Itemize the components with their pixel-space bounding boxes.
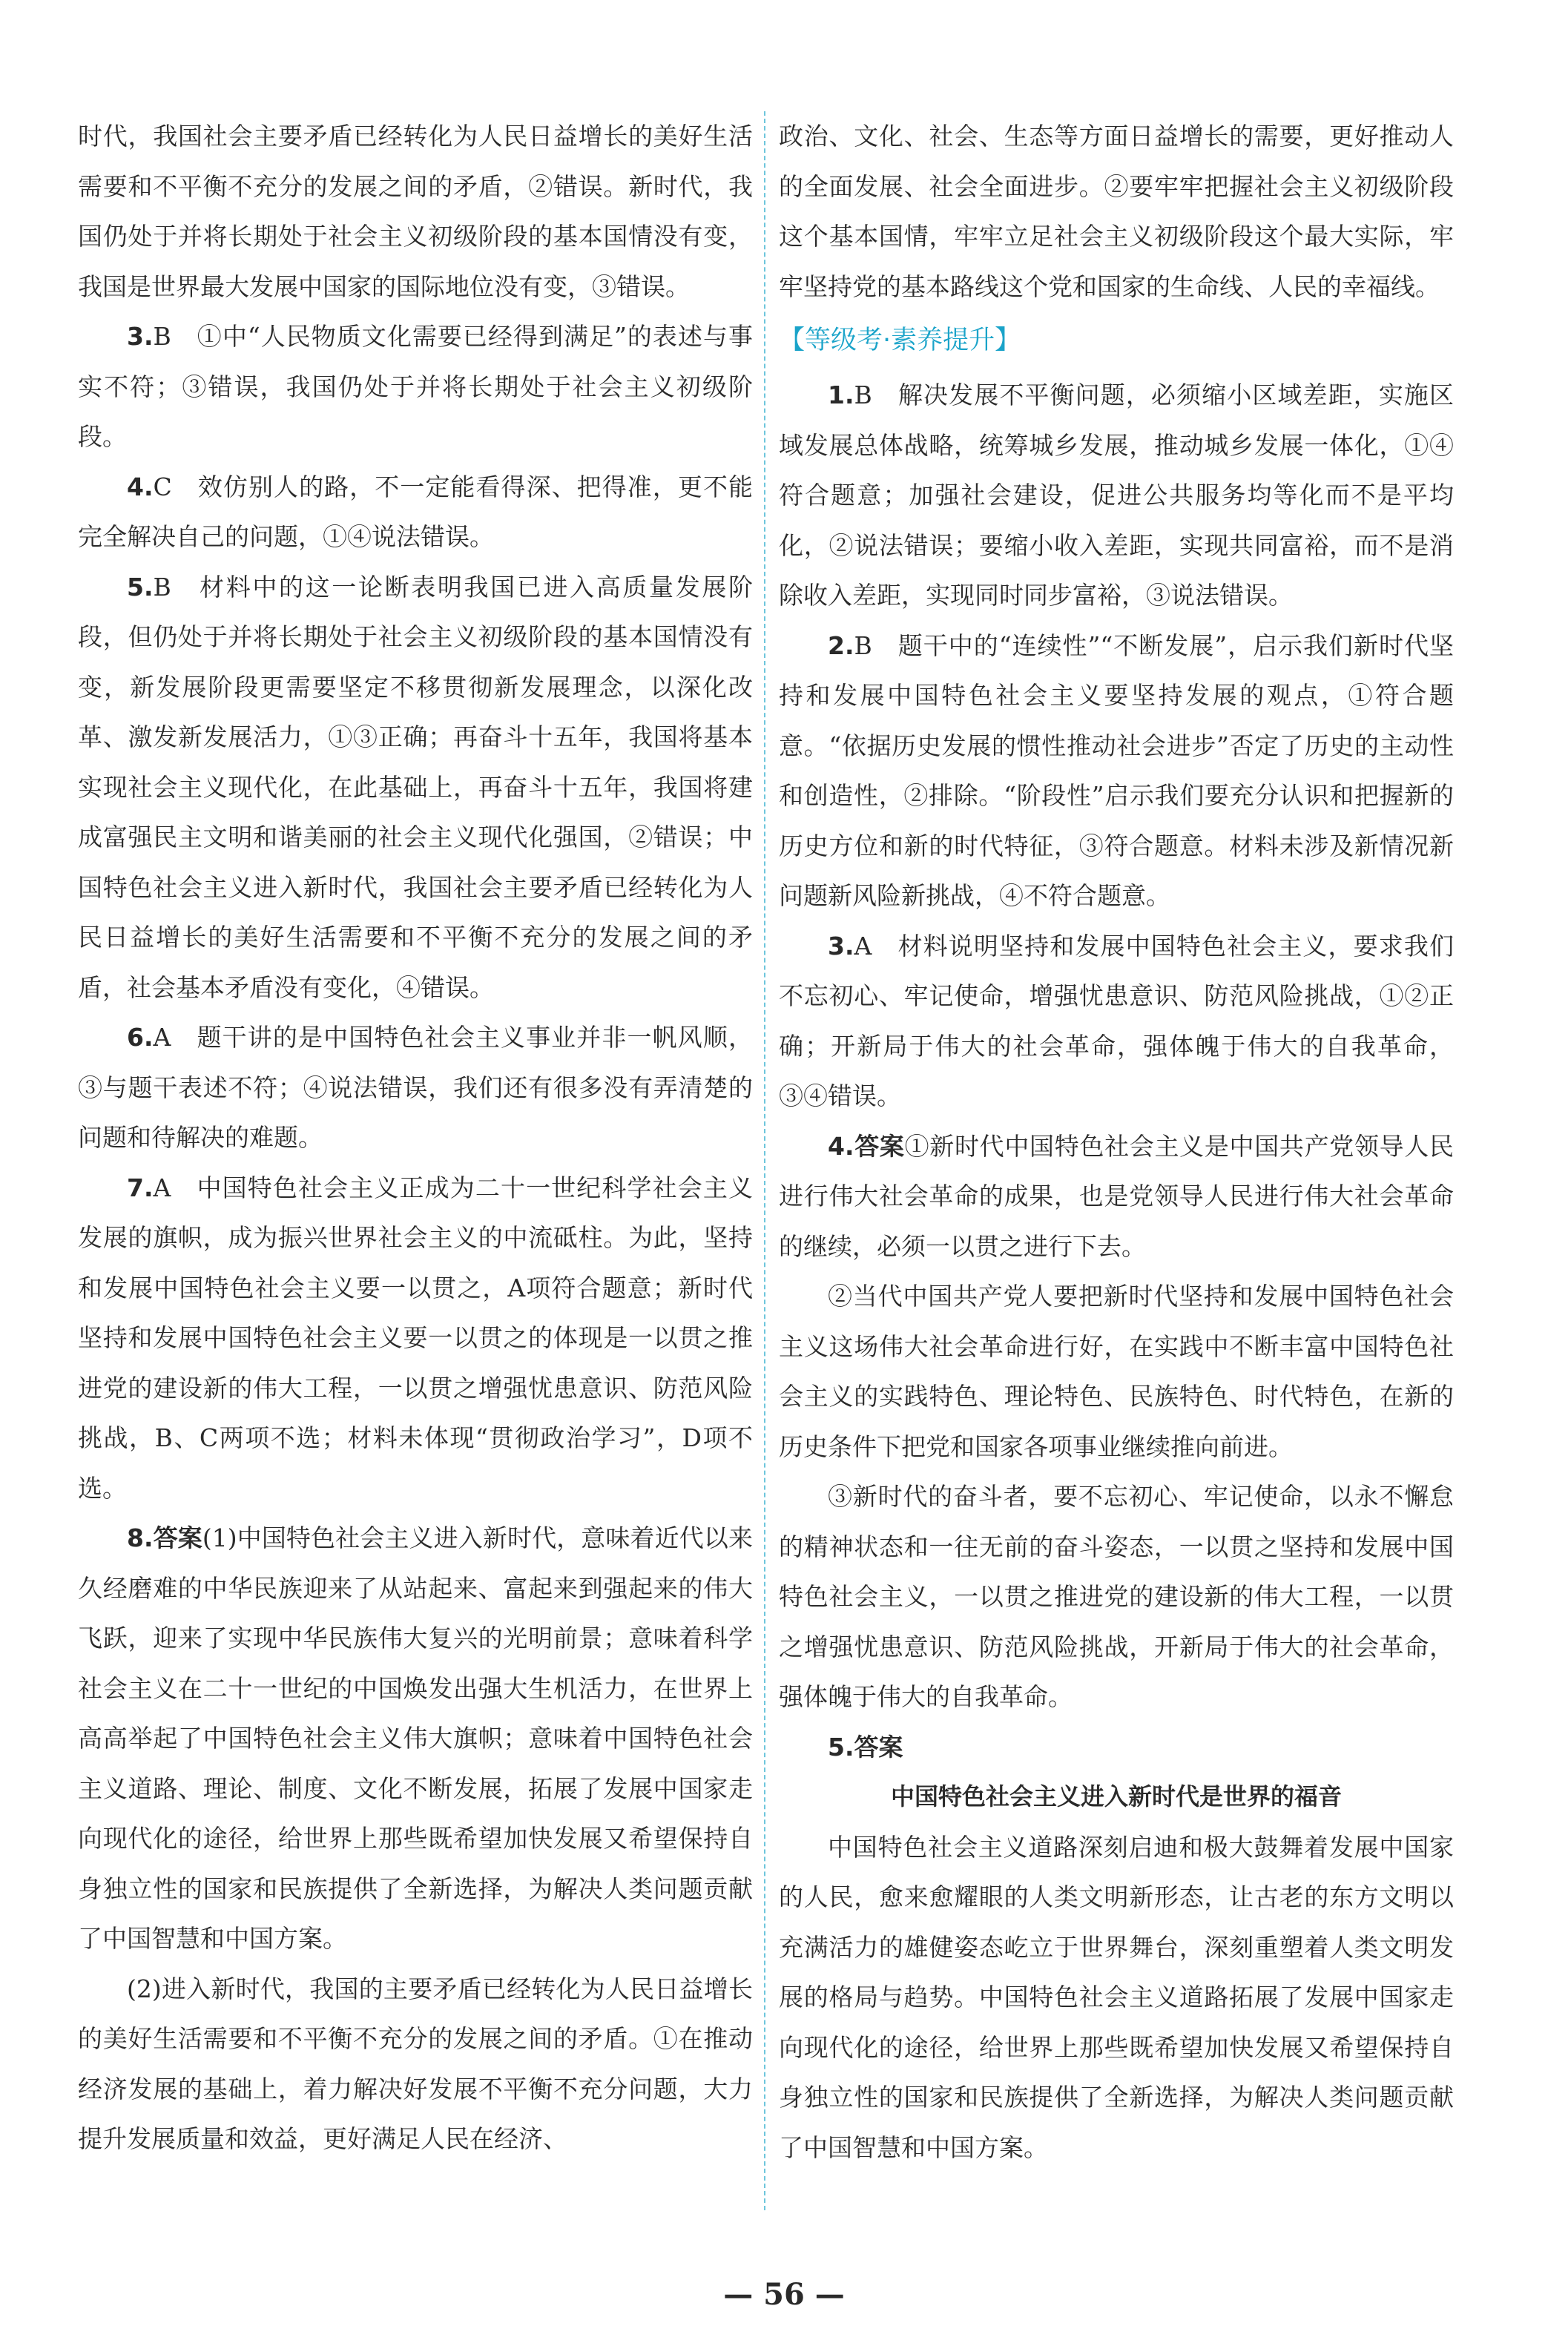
paragraph: ③新时代的奋斗者，要不忘初心、牢记使命，以永不懈怠的精神状态和一往无前的奋斗姿态，一以贯之坚持和发展中国特色社会主义，一以贯之推进党的建设新的伟大工程，一以贯之增强忧患意识、防范风险挑战，开新局于伟大的社会革命，强体魄于伟大的自我革命。 <box>779 1482 1454 1711</box>
essay-body: 中国特色社会主义道路深刻启迪和极大鼓舞着发展中国家的人民，愈来愈耀眼的人类文明新形态，让古老的东方文明以充满活力的雄健姿态屹立于世界舞台，深刻重塑着人类文明发展的格局与趋势。中国特色社会主义道路拓展了发展中国家走向现代化的途径，给世界上那些既希望加快发展又希望保持自身独立性的国家和民族提供了全新选择，为解决人类问题贡献了中国智慧和中国方案。 <box>779 1832 1454 2162</box>
answer-label: 答案 <box>854 1131 905 1161</box>
question-number: 4. <box>127 472 154 501</box>
answer-3 <box>779 921 1454 1121</box>
answer-text: C 效仿别人的路，不一定能看得深、把得准，更不能完全解决自己的问题，①④说法错误。 <box>78 472 753 551</box>
answer-5 <box>779 1722 1454 1773</box>
answer-text: B ①中“人民物质文化需要已经得到满足”的表述与事实不符；③错误，我国仍处于并将长期处于社会主义初级阶段。 <box>78 322 753 451</box>
answer-text: B 材料中的这一论断表明我国已进入高质量发展阶段，但仍处于并将长期处于社会主义初级阶段的基本国情没有变，新发展阶段更需要坚定不移贯彻新发展理念，以深化改革、激发新发展活力，①③正确；再奋斗十五年，我国将基本实现社会主义现代化，在此基础上，再奋斗十五年，我国将建成富强民主文明和谐美丽的社会主义现代化强国，②错误；中国特色社会主义进入新时代，我国社会主要矛盾已经转化为人民日益增长的美好生活需要和不平衡不充分的发展之间的矛盾，社会基本矛盾没有变化，④错误。 <box>78 572 753 1002</box>
paragraph: (2)进入新时代，我国的主要矛盾已经转化为人民日益增长的美好生活需要和不平衡不充分的发展之间的矛盾。①在推动经济发展的基础上，着力解决好发展不平衡不充分问题，大力提升发展质量和效益，更好满足人民在经济、 <box>78 1974 753 2153</box>
section-header: 【等级考·素养提升】 <box>779 326 1021 355</box>
question-number: 8. <box>127 1523 154 1552</box>
paragraph: ②当代中国共产党人要把新时代坚持和发展中国特色社会主义这场伟大社会革命进行好，在实践中不断丰富中国特色社会主义的实践特色、理论特色、民族特色、时代特色，在新的历史条件下把党和国家各项事业继续推向前进。 <box>779 1282 1454 1461</box>
essay-title: 中国特色社会主义进入新时代是世界的福音 <box>890 1782 1342 1810</box>
question-number: 7. <box>127 1173 154 1202</box>
answer-4 <box>78 462 753 562</box>
answer-text: B 解决发展不平衡问题，必须缩小区域差距，实施区域发展总体战略，统筹城乡发展，推动城乡发展一体化，①④符合题意；加强社会建设，促进公共服务均等化而不是平均化，②说法错误；要缩小收入差距，实现共同富裕，而不是消除收入差距，实现同时同步富裕，③说法错误。 <box>779 380 1454 610</box>
answer-6 <box>78 1012 753 1163</box>
column-divider <box>764 111 765 2210</box>
page-number: — 56 — <box>723 2277 845 2312</box>
question-number: 5. <box>127 572 154 602</box>
answer-label: 答案 <box>854 1732 903 1762</box>
paragraph: 政治、文化、社会、生态等方面日益增长的需要，更好推动人的全面发展、社会全面进步。②要牢牢把握社会主义初级阶段这个基本国情，牢牢立足社会主义初级阶段这个最大实际，牢牢坚持党的基本路线这个党和国家的生命线、人民的幸福线。 <box>779 122 1454 301</box>
answer-1 <box>779 370 1454 621</box>
answer-text: B 题干中的“连续性”“不断发展”，启示我们新时代坚持和发展中国特色社会主义要坚持发展的观点，①符合题意。“依据历史发展的惯性推动社会进步”否定了历史的主动性和创造性，②排除。“阶段性”启示我们要充分认识和把握新的历史方位和新的时代特征，③符合题意。材料未涉及新情况新问题新风险新挑战，④不符合题意。 <box>779 630 1454 910</box>
right-column <box>779 111 1454 2172</box>
answer-7 <box>78 1163 753 1514</box>
answer-text: (1)中国特色社会主义进入新时代，意味着近代以来久经磨难的中华民族迎来了从站起来、富起来到强起来的伟大飞跃，迎来了实现中华民族伟大复兴的光明前景；意味着科学社会主义在二十一世纪的中国焕发出强大生机活力，在世界上高高举起了中国特色社会主义伟大旗帜；意味着中国特色社会主义道路、理论、制度、文化不断发展，拓展了发展中国家走向现代化的途径，给世界上那些既希望加快发展又希望保持自身独立性的国家和民族提供了全新选择，为解决人类问题贡献了中国智慧和中国方案。 <box>78 1523 753 1953</box>
answer-text: ①新时代中国特色社会主义是中国共产党领导人民进行伟大社会革命的成果，也是党领导人民进行伟大社会革命的继续，必须一以贯之进行下去。 <box>779 1131 1454 1261</box>
answer-text: A 材料说明坚持和发展中国特色社会主义，要求我们不忘初心、牢记使命，增强忧患意识、防范风险挑战，①②正确；开新局于伟大的社会革命，强体魄于伟大的自我革命，③④错误。 <box>779 931 1454 1110</box>
answer-text: A 中国特色社会主义正成为二十一世纪科学社会主义发展的旗帜，成为振兴世界社会主义的中流砥柱。为此，坚持和发展中国特色社会主义要一以贯之，A项符合题意；新时代坚持和发展中国特色社会主义要一以贯之的体现是一以贯之推进党的建设新的伟大工程，一以贯之增强忧患意识、防范风险挑战，B、C两项不选；材料未体现“贯彻政治学习”，D项不选。 <box>78 1173 753 1503</box>
question-number: 3. <box>127 322 154 351</box>
answer-5 <box>78 562 753 1013</box>
paragraph: 时代，我国社会主要矛盾已经转化为人民日益增长的美好生活需要和不平衡不充分的发展之间的矛盾，②错误。新时代，我国仍处于并将长期处于社会主义初级阶段的基本国情没有变，我国是世界最大发展中国家的国际地位没有变，③错误。 <box>78 122 753 301</box>
question-number: 1. <box>828 380 854 409</box>
answer-label: 答案 <box>153 1523 202 1552</box>
question-number: 2. <box>828 630 854 660</box>
answer-8 <box>78 1513 753 1964</box>
question-number: 5. <box>828 1732 854 1762</box>
question-number: 3. <box>828 931 854 961</box>
question-number: 4. <box>828 1131 854 1161</box>
left-column <box>78 111 753 2164</box>
answer-2 <box>779 621 1454 921</box>
answer-4 <box>779 1121 1454 1272</box>
answer-3 <box>78 312 753 462</box>
question-number: 6. <box>127 1023 154 1052</box>
answer-text: A 题干讲的是中国特色社会主义事业并非一帆风顺，③与题干表述不符；④说法错误，我们还有很多没有弄清楚的问题和待解决的难题。 <box>78 1023 753 1152</box>
